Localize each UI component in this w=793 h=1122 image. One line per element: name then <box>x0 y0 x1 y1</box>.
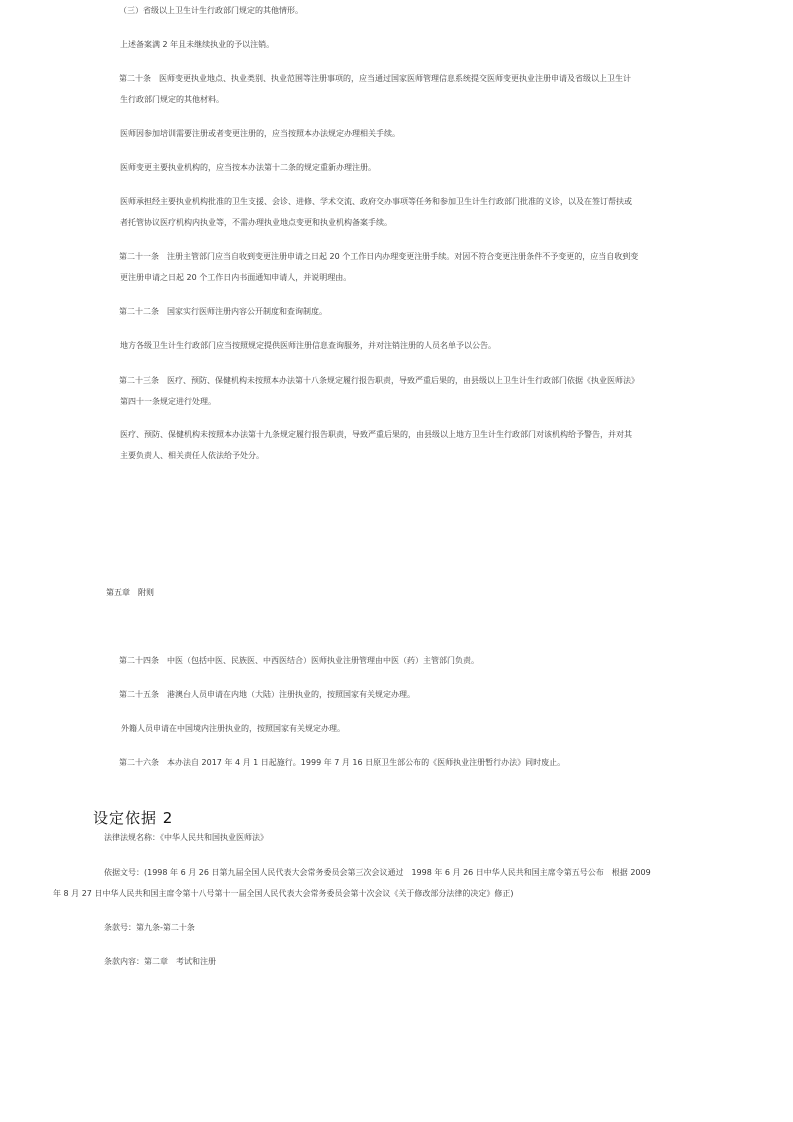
article-21-line-2: 更注册申请之日起 20 个工作日内书面通知申请人，并说明理由。 <box>120 273 352 282</box>
paragraph-institution-warning-line-1: 医疗、预防、保健机构未按照本办法第十九条规定履行报告职责，导致严重后果的，由县级以上地方卫生计生行政部门对该机构给予警告，并对其 <box>120 430 632 439</box>
paragraph-change-main-institution: 医师变更主要执业机构的，应当按本办法第十二条的规定重新办理注册。 <box>120 163 376 172</box>
article-23-line-1: 第二十三条 医疗、预防、保健机构未按照本办法第十八条规定履行报告职责，导致严重后果的，由县级以上卫生计生行政部门依据《执业医师法》 <box>119 376 639 385</box>
paragraph-support-tasks-line-2: 者托管协议医疗机构内执业等，不需办理执业地点变更和执业机构备案手续。 <box>120 218 392 227</box>
paragraph-filing-cancellation: 上述备案满 2 年且未继续执业的予以注销。 <box>120 40 275 49</box>
basis-clause-number: 条款号：第九条-第二十条 <box>104 923 195 932</box>
article-20-line-1: 第二十条 医师变更执业地点、执业类别、执业范围等注册事项的，应当通过国家医师管理信息系统提交医师变更执业注册申请及省级以上卫生计 <box>119 74 631 83</box>
basis-document-number-line-2: 年 8 月 27 日中华人民共和国主席令第十八号第十一届全国人民代表大会常务委员会第十次会议《关于修改部分法律的决定》修正) <box>53 889 514 898</box>
article-22: 第二十二条 国家实行医师注册内容公开制度和查询制度。 <box>119 307 327 316</box>
paragraph-other-circumstances: （三）省级以上卫生计生行政部门规定的其他情形。 <box>119 6 303 15</box>
basis-law-name: 法律法规名称：《中华人民共和国执业医师法》 <box>104 833 268 842</box>
chapter-5-heading: 第五章 附则 <box>106 588 154 597</box>
basis-document-number-line-1: 依据文号：(1998 年 6 月 26 日第九届全国人民代表大会常务委员会第三次会议通过 1998 年 6 月 26 日中华人民共和国主席令第五号公布 根据 2009 <box>104 868 651 877</box>
paragraph-training-registration: 医师因参加培训需要注册或者变更注册的，应当按照本办法规定办理相关手续。 <box>120 129 400 138</box>
article-24: 第二十四条 中医（包括中医、民族医、中西医结合）医师执业注册管理由中医（药）主管部门负责。 <box>119 656 479 665</box>
article-26: 第二十六条 本办法自 2017 年 4 月 1 日起施行。1999 年 7 月 16 日原卫生部公布的《医师执业注册暂行办法》同时废止。 <box>119 758 566 767</box>
article-23-line-2: 第四十一条规定进行处理。 <box>120 397 216 406</box>
paragraph-foreign-personnel: 外籍人员申请在中国境内注册执业的，按照国家有关规定办理。 <box>121 724 345 733</box>
article-20-line-2: 生行政部门规定的其他材料。 <box>120 95 224 104</box>
basis-clause-content: 条款内容：第二章 考试和注册 <box>104 957 216 966</box>
article-21-line-1: 第二十一条 注册主管部门应当自收到变更注册申请之日起 20 个工作日内办理变更注册手续。对因不符合变更注册条件不予变更的，应当自收到变 <box>119 252 639 261</box>
paragraph-institution-warning-line-2: 主要负责人、相关责任人依法给予处分。 <box>120 451 264 460</box>
article-25: 第二十五条 港澳台人员申请在内地（大陆）注册执业的，按照国家有关规定办理。 <box>119 690 415 699</box>
basis-2-title: 设定依据 2 <box>93 809 174 827</box>
paragraph-local-query-service: 地方各级卫生计生行政部门应当按照规定提供医师注册信息查询服务，并对注销注册的人员名单予以公告。 <box>120 341 496 350</box>
paragraph-support-tasks-line-1: 医师承担经主要执业机构批准的卫生支援、会诊、进修、学术交流、政府交办事项等任务和参加卫生计生行政部门批准的义诊，以及在签订帮扶或 <box>120 197 632 206</box>
